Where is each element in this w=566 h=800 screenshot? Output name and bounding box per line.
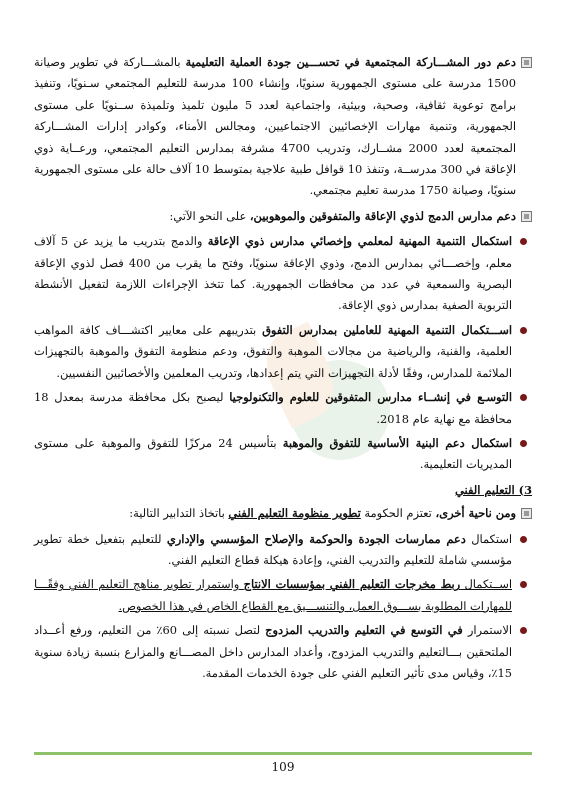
checkbox-bullet-icon (521, 508, 532, 519)
paragraph-lead: ومن ناحية أخرى، (435, 506, 516, 521)
list-item (34, 387, 532, 430)
list-item-text: ليصبح بكل محافظة مدرسة بمعدل 18 محافظة مع نهاية عام 2018. (34, 390, 512, 426)
list-item (34, 433, 532, 476)
list-item-text: للتعليم بتفعيل خطة تطوير مؤسسي شاملة للتعليم والتدريب الفني، وإعادة هيكلة قطاع التعليم الفني. (34, 531, 512, 567)
paragraph-lead: دعم مدارس الدمج لذوي الإعاقة والمتفوقين والموهوبين، (249, 208, 516, 223)
list-item (34, 529, 532, 572)
checkbox-bullet-icon (521, 211, 532, 222)
bullet-dot-icon (520, 627, 527, 634)
list-item (34, 320, 532, 384)
paragraph-emphasis: تطوير منظومة التعليم الفني (228, 506, 361, 521)
paragraph-inclusion-schools (34, 206, 532, 227)
paragraph-text: على النحو الآتي: (169, 208, 250, 223)
bullet-dot-icon (520, 327, 527, 334)
bullet-dot-icon (520, 394, 527, 401)
bullet-dot-icon (520, 440, 527, 447)
list-item-lead: استكمال التنمية المهنية لمعلمي وإخصائي مدارس ذوي الإعاقة (207, 234, 512, 249)
document-body (34, 52, 532, 687)
list-item (34, 574, 532, 617)
list-item-lead: استكمال دعم البنية الأساسية للتفوق والموهبة (282, 435, 512, 450)
list-item-pre: الاستمرار (462, 623, 512, 638)
paragraph-text: بالمشـــاركة في تطوير وصيانة 1500 مدرسة على مستوى الجمهورية سنويًا، وإنشاء 100 مدرسة للتعليم المجتمعي سـنويًا، وتنفيذ برامج توعوية ثقافية، وصحية، وبيئية، واجتماعية لعدد 5 مليون تلميذ وتلميذة ســنويًا على مستوى الجمهورية، وتنمية مهارات الإخصائيين الاجتماعيين، ومجالس الأمناء، وكوادر إدارات المشـــاركة المجتمعية لعدد 2000 مشــارك، وتدريب 4700 مشرفة بمدارس التعليم المجتمعي، ورعــاية ذوي الإعاقة في 300 مدرســة، وتنفذ 10 قوافل طبية علاجية بمتوسط 10 آلاف حالة على مستوى الجمهورية سنويًا، وصيانة 1750 مدرسة تعليم مجتمعي. (34, 55, 516, 198)
list-item-text: والدمج بتدريب ما يزيد عن 5 آلاف معلم، وإخصـــائي بمدارس الدمج، وذوي الإعاقة سنويًا، وفتح ما يقرب من 400 فصل لذوي الإعاقة البصرية والسمعية في عدد من محافظات الجمهورية. كما تتخذ الإجراءات اللازمة لتفعيل الأنشطة التربوية الصفية بمدارس ذوي الإعاقة. (34, 234, 512, 313)
paragraph-text-end: باتخاذ التدابير التالية: (129, 506, 229, 521)
list-item (34, 231, 532, 317)
footer-divider (34, 752, 532, 755)
paragraph-text: تعتزم الحكومة (360, 506, 436, 521)
list-item (34, 620, 532, 684)
list-item-text: واستمرار تطوير مناهج التعليم الفني وفقًـــا للمهارات المطلوبة بســـوق العمل، والتنســـيق مع القطاع الخاص في هذا الخصوص. (34, 577, 512, 613)
list-item-lead: ربط مخرجات التعليم الفني بمؤسسات الانتاج (243, 577, 461, 592)
list-item-text: بتدريبهم على معايير اكتشـــاف كافة المواهب العلمية، والفنية، والرياضية من مجالات الموهبة والتفوق، ودعم منظومة التفوق والموهبة بالتجهيزات الملائمة للمدارس، وفقًا لأدلة التجهيزات التي يتم إعدادها، وتدريب المعلمين والأخصائيين النفسيين. (34, 322, 512, 380)
list-item-lead: دعم ممارسات الجودة والحوكمة والإصلاح المؤسسي والإداري (166, 531, 466, 546)
section-heading: 3) التعليم الفني (455, 482, 532, 497)
paragraph-lead: دعم دور المشـــاركة المجتمعية في تحســـين جودة العملية التعليمية (185, 55, 516, 69)
list-item-text: لتصل نسبته إلى 60٪ من التعليم، ورفع أعــداد الملتحقين بـــالتعليم والتدريب المزدوج، وأعداد المدارس داخل المصـــانع والمزارع بنسبة زيادة سنوية 15٪، وقياس مدى تأثير التعليم الفني على جودة الخدمات المقدمة. (34, 623, 512, 680)
page-number: 109 (271, 760, 295, 774)
list-item-pre: اســتكمال (460, 577, 512, 592)
list-item-lead: التوسـع في إنشــاء مدارس المتفوقين للعلوم والتكنولوجيا (229, 390, 512, 405)
list-item-pre: استكمال (465, 531, 512, 546)
list-item-lead: اســـتكمال التنمية المهنية للعاملين بمدارس التفوق (262, 322, 513, 337)
list-item-lead: في التوسع في التعليم والتدريب المزدوج (265, 623, 463, 638)
checkbox-bullet-icon (521, 57, 532, 68)
bullet-dot-icon (520, 536, 527, 543)
bullet-dot-icon (520, 581, 527, 588)
bullet-dot-icon (520, 238, 527, 245)
paragraph-community-participation (34, 52, 532, 202)
list-item-text: بتأسيس 24 مركزًا للتفوق والموهبة على مستوى المديريات التعليمية. (34, 435, 512, 472)
paragraph-technical-education (34, 503, 532, 524)
